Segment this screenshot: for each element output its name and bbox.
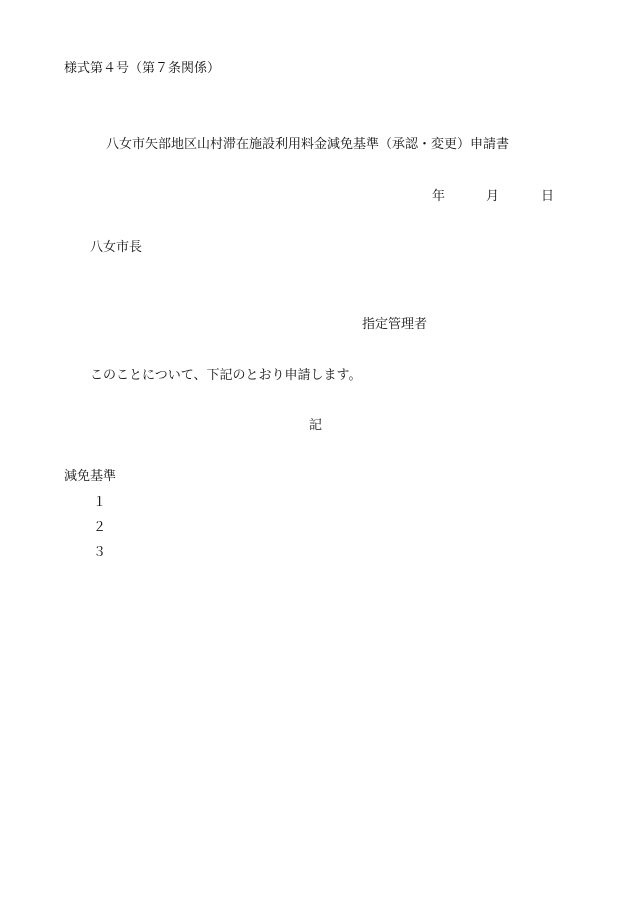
request-text: このことについて、下記のとおり申請します。 — [90, 368, 362, 383]
applicant-label: 指定管理者 — [362, 317, 428, 332]
document-title: 八女市矢部地区山村滞在施設利用料金減免基準（承認・変更）申請書 — [106, 137, 510, 152]
form-number: 様式第４号（第７条関係） — [64, 61, 221, 76]
list-item: ２ — [93, 520, 107, 535]
list-item: １ — [93, 495, 107, 510]
date-month-label: 月 — [486, 189, 500, 204]
section-heading: 減免基準 — [64, 469, 117, 484]
date-day-label: 日 — [541, 189, 555, 204]
date-year-label: 年 — [432, 189, 446, 204]
addressee: 八女市長 — [90, 240, 143, 255]
list-item: ３ — [93, 545, 107, 560]
ki-heading: 記 — [309, 418, 323, 433]
